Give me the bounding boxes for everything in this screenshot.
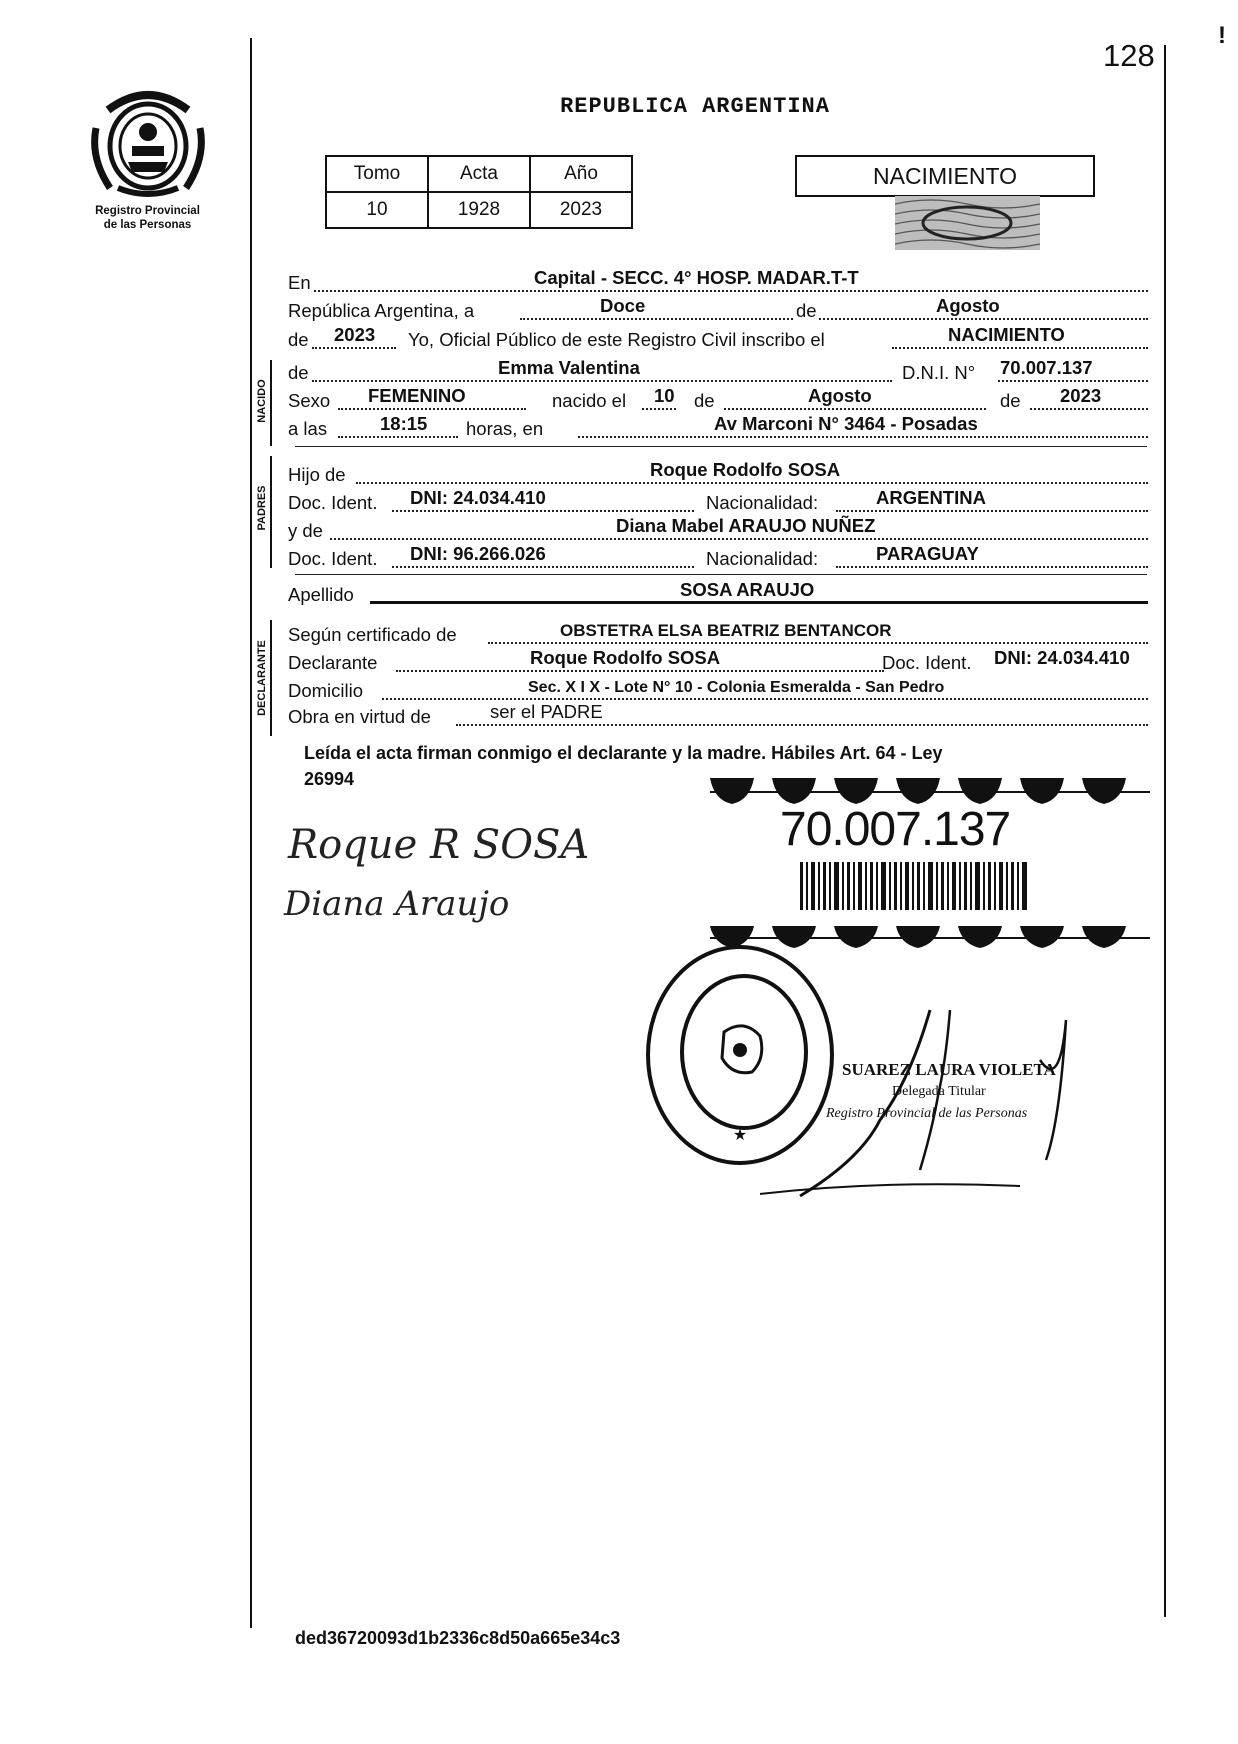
mother-doc-label: Doc. Ident. <box>288 548 378 569</box>
nacido-section-label: NACIDO <box>256 379 268 423</box>
left-margin-line <box>250 38 252 1628</box>
sexo-row <box>288 386 1148 414</box>
record-value-anio: 2023 <box>530 192 632 228</box>
birth-address: Av Marconi N° 3464 - Posadas <box>714 413 978 434</box>
record-value-acta: 1928 <box>428 192 530 228</box>
record-header-acta: Acta <box>428 156 530 192</box>
security-stamp-icon <box>895 196 1040 250</box>
dni-large-number: 70.007.137 <box>780 803 1011 856</box>
record-table <box>325 155 633 229</box>
date-day: Doce <box>600 295 646 316</box>
father-doc: DNI: 24.034.410 <box>410 487 546 508</box>
obra-value: ser el PADRE <box>490 701 603 722</box>
hijo-de-row <box>288 460 1148 488</box>
year-de-label: de <box>288 329 309 350</box>
horas-label: horas, en <box>466 418 544 439</box>
child-name: Emma Valentina <box>498 357 640 378</box>
document-hash: ded36720093d1b2336c8d50a665e34c3 <box>295 1628 621 1648</box>
father-name: Roque Rodolfo SOSA <box>650 459 841 480</box>
barcode-icon <box>800 862 1030 910</box>
declarante-doc-label: Doc. Ident. <box>882 652 972 673</box>
place-value: Capital - SECC. 4° HOSP. MADAR.T-T <box>534 267 859 288</box>
child-dni: 70.007.137 <box>1000 357 1093 378</box>
domicilio-row <box>288 676 1148 704</box>
birth-year: 2023 <box>1060 385 1102 406</box>
mother-nat-label: Nacionalidad: <box>706 548 819 569</box>
father-signature: Roque R SOSA <box>288 822 590 868</box>
document-title: REPUBLICA ARGENTINA <box>560 94 830 119</box>
registry-name <box>60 204 235 232</box>
svg-text:★: ★ <box>732 1127 748 1144</box>
father-nationality: ARGENTINA <box>876 487 986 508</box>
obra-label: Obra en virtud de <box>288 706 431 727</box>
nacido-bar <box>270 360 272 446</box>
declarante-label: Declarante <box>288 652 378 673</box>
date-de-label: de <box>796 300 817 321</box>
record-value-tomo: 10 <box>326 192 428 228</box>
birth-time: 18:15 <box>380 413 428 434</box>
apellido-label: Apellido <box>288 584 354 605</box>
father-doc-row <box>288 488 1148 516</box>
y-de-row <box>288 516 1148 544</box>
birth-month: Agosto <box>808 385 872 406</box>
separator <box>295 446 1147 447</box>
sexo-value: FEMENINO <box>368 385 466 406</box>
corner-mark: ! <box>1218 22 1226 49</box>
apellido-value: SOSA ARAUJO <box>680 579 815 600</box>
birth-day: 10 <box>654 385 675 406</box>
padres-bar <box>270 456 272 568</box>
declarante-doc: DNI: 24.034.410 <box>994 647 1130 668</box>
year-row <box>288 325 1148 353</box>
hijo-de-label: Hijo de <box>288 464 346 485</box>
declarante-bar <box>270 620 272 736</box>
certificado-row <box>288 620 1148 648</box>
declarante-row <box>288 648 1148 676</box>
place-row <box>288 268 1148 296</box>
time-row <box>288 414 1148 442</box>
date-row <box>288 296 1148 324</box>
record-header-anio: Año <box>530 156 632 192</box>
certificado-label: Según certificado de <box>288 624 457 645</box>
official-name: SUAREZ LAURA VIOLETA <box>842 1060 1056 1079</box>
birth-de-label: de <box>694 390 715 411</box>
year-value: 2023 <box>334 324 376 345</box>
declarante-section-label: DECLARANTE <box>256 640 268 716</box>
date-month: Agosto <box>936 295 1000 316</box>
declarante-name: Roque Rodolfo SOSA <box>530 647 721 668</box>
act-type: NACIMIENTO <box>948 324 1065 345</box>
birth-de2-label: de <box>1000 390 1021 411</box>
certificado-value: OBSTETRA ELSA BEATRIZ BENTANCOR <box>560 621 892 640</box>
registry-name-line1: Registro Provincial <box>95 205 200 217</box>
a-las-label: a las <box>288 418 328 439</box>
dni-label: D.N.I. N° <box>902 362 976 383</box>
official-signature-icon <box>760 1000 1090 1200</box>
date-label: República Argentina, a <box>288 300 475 321</box>
padres-section-label: PADRES <box>256 485 268 531</box>
official-organization: Registro Provincial de las Personas <box>826 1106 1028 1121</box>
sexo-label: Sexo <box>288 390 331 411</box>
mother-nationality: PARAGUAY <box>876 543 979 564</box>
record-header-tomo: Tomo <box>326 156 428 192</box>
y-de-label: y de <box>288 520 323 541</box>
father-nat-label: Nacionalidad: <box>706 492 819 513</box>
page-number: 128 <box>1103 38 1155 73</box>
official-role: Delegada Titular <box>892 1084 986 1099</box>
mother-name: Diana Mabel ARAUJO NUÑEZ <box>616 515 876 536</box>
closing-line1: Leída el acta firman conmigo el declarante y la madre. Hábiles Art. 64 - Ley <box>304 743 943 763</box>
place-label: En <box>288 272 311 293</box>
apellido-row <box>288 580 1148 608</box>
right-margin-line <box>1164 45 1166 1617</box>
mother-signature: Diana Araujo <box>284 884 510 924</box>
nacido-de-label: de <box>288 362 309 383</box>
obra-row <box>288 702 1148 730</box>
closing-line2: 26994 <box>304 769 355 789</box>
domicilio-label: Domicilio <box>288 680 364 701</box>
record-type-box: NACIMIENTO <box>795 155 1095 197</box>
mother-doc: DNI: 96.266.026 <box>410 543 546 564</box>
mother-doc-row <box>288 544 1148 572</box>
domicilio-value: Sec. X I X - Lote N° 10 - Colonia Esmeralda - San Pedro <box>528 679 945 696</box>
nacido-name-row <box>288 358 1148 386</box>
year-text: Yo, Oficial Público de este Registro Civil inscribo el <box>408 329 825 350</box>
father-doc-label: Doc. Ident. <box>288 492 378 513</box>
registry-name-line2: de las Personas <box>103 219 192 231</box>
nacido-el-label: nacido el <box>552 390 627 411</box>
separator <box>295 574 1147 575</box>
